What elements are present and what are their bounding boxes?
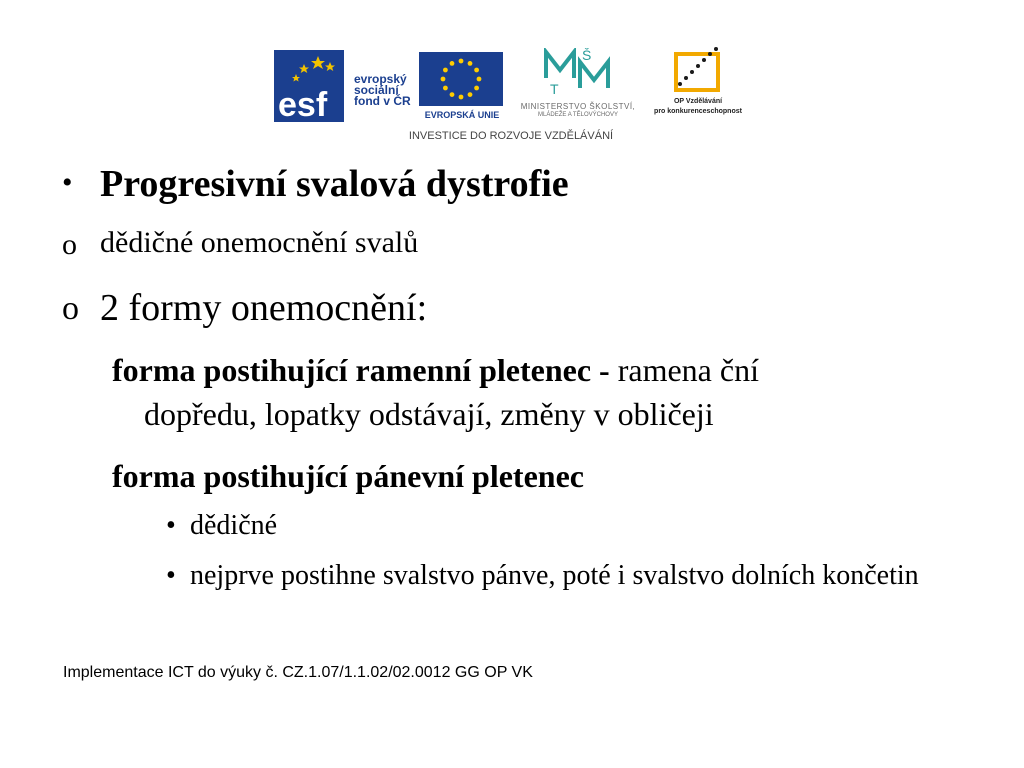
form-item-shoulder bbox=[112, 348, 972, 436]
esf-text-line: sociální bbox=[354, 83, 399, 97]
list-item-text: nejprve postihne svalstvo pánve, poté i svalstvo dolních končetin bbox=[190, 560, 919, 591]
o-bullet-mark: o bbox=[62, 228, 77, 261]
op-label: OP Vzdělávání bbox=[673, 98, 723, 105]
bullet-mark: • bbox=[166, 510, 176, 541]
form-title: forma postihující pánevní pletenec bbox=[112, 458, 584, 494]
footer-text: Implementace ICT do výuky č. CZ.1.07/1.1.02/02.0012 GG OP VK bbox=[63, 664, 533, 681]
sub-item-text: dědičné onemocnění svalů bbox=[100, 226, 419, 259]
o-bullet-mark: o bbox=[62, 290, 79, 327]
sub-item-text: 2 formy onemocnění: bbox=[100, 287, 428, 329]
bullet-mark: • bbox=[62, 166, 73, 199]
form-description: ramena ční bbox=[609, 352, 759, 388]
esf-text-line: evropský bbox=[354, 72, 407, 86]
msmt-label-secondary: MLÁDEŽE A TĚLOVÝCHOVY bbox=[538, 112, 618, 118]
svg-text:T: T bbox=[550, 81, 559, 97]
form-description-continued: dopředu, lopatky odstávají, změny v obličeji bbox=[144, 396, 714, 432]
list-item-text: dědičné bbox=[190, 510, 278, 541]
form-line bbox=[112, 348, 972, 392]
bullet-mark: • bbox=[166, 560, 176, 591]
form-item-pelvic bbox=[112, 454, 972, 498]
slide-heading: Progresivní svalová dystrofie bbox=[100, 163, 569, 205]
svg-text:esf: esf bbox=[278, 86, 328, 122]
eu-label: EVROPSKÁ UNIE bbox=[424, 110, 500, 120]
form-title: forma postihující ramenní pletenec - bbox=[112, 352, 610, 388]
svg-text:Š: Š bbox=[582, 48, 592, 63]
msmt-label: MINISTERSTVO ŠKOLSTVÍ, bbox=[520, 102, 636, 111]
investice-tagline: INVESTICE DO ROZVOJE VZDĚLÁVÁNÍ bbox=[408, 130, 614, 142]
op-label-secondary: pro konkurenceschopnost bbox=[654, 108, 742, 115]
esf-text-line: fond v ČR bbox=[354, 94, 411, 108]
